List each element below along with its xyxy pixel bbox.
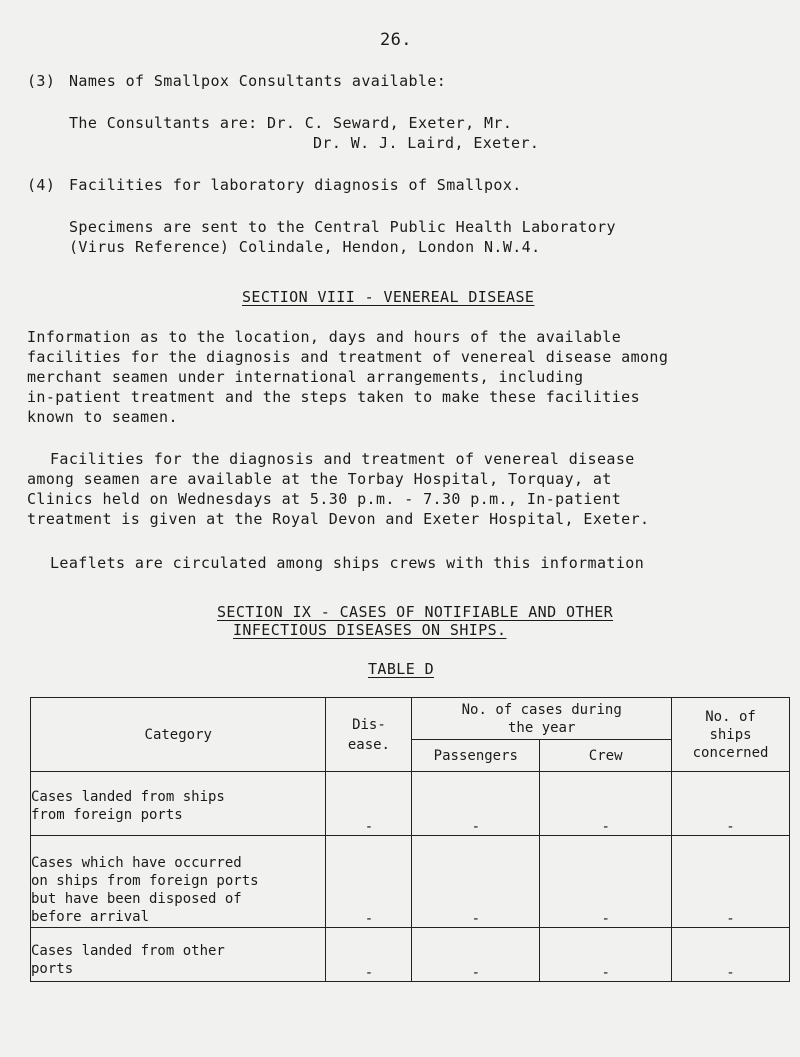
header-ships-concerned — [672, 698, 790, 772]
section8-para2-line4: treatment is given at the Royal Devon and Exeter Hospital, Exeter. — [27, 510, 650, 528]
header-passengers-label: Passengers — [433, 747, 518, 764]
sec4-heading: Facilities for laboratory diagnosis of Smallpox. — [69, 176, 522, 194]
row-disease: - — [326, 836, 412, 928]
table-d-title: TABLE D — [368, 660, 435, 678]
section8-para1-line2: facilities for the diagnosis and treatment of venereal disease among — [27, 348, 669, 366]
row-category — [31, 836, 326, 928]
sec4-line1: Specimens are sent to the Central Public Health Laboratory — [69, 218, 616, 236]
row-category-text: Cases which have occurred on ships from foreign ports but have been disposed of before arrival — [31, 855, 259, 925]
sec4-line2: (Virus Reference) Colindale, Hendon, London N.W.4. — [69, 238, 541, 256]
row-ships: - — [672, 836, 790, 928]
row-category-text: Cases landed from ships from foreign ports — [31, 789, 225, 823]
table-row — [31, 928, 790, 982]
table-row — [31, 836, 790, 928]
header-category-label: Category — [144, 726, 212, 743]
section8-para2-line3: Clinics held on Wednesdays at 5.30 p.m. - 7.30 p.m., In-patient — [27, 490, 622, 508]
section8-para3: Leaflets are circulated among ships crews with this information — [50, 554, 645, 572]
sec3-heading: Names of Smallpox Consultants available: — [69, 72, 447, 90]
row-ships: - — [672, 772, 790, 836]
header-disease — [326, 698, 412, 772]
section8-para1-line3: merchant seamen under international arrangements, including — [27, 368, 584, 386]
row-disease: - — [326, 772, 412, 836]
sec3-heading-num: (3) — [27, 72, 56, 90]
row-disease: - — [326, 928, 412, 982]
row-passengers: - — [412, 836, 540, 928]
row-crew: - — [540, 772, 672, 836]
table-d — [30, 697, 790, 982]
header-ships-concerned-label: No. of ships concerned — [692, 708, 769, 761]
row-passengers: - — [412, 772, 540, 836]
header-category — [31, 698, 326, 772]
section9-title-line1: SECTION IX - CASES OF NOTIFIABLE AND OTHER — [217, 603, 614, 621]
row-category-text: Cases landed from other ports — [31, 943, 225, 977]
sec4-heading-num: (4) — [27, 176, 56, 194]
section8-para1-line1: Information as to the location, days and hours of the available — [27, 328, 622, 346]
section8-title: SECTION VIII - VENEREAL DISEASE — [242, 288, 535, 306]
header-crew-label: Crew — [588, 747, 623, 764]
section8-para1-line4: in-patient treatment and the steps taken to make these facilities — [27, 388, 640, 406]
section9-title-line2: INFECTIOUS DISEASES ON SHIPS. — [233, 621, 507, 639]
row-crew: - — [540, 928, 672, 982]
section8-para2-line2: among seamen are available at the Torbay Hospital, Torquay, at — [27, 470, 612, 488]
row-category — [31, 928, 326, 982]
row-ships: - — [672, 928, 790, 982]
header-crew — [540, 740, 672, 772]
sec3-line1: The Consultants are: Dr. C. Seward, Exeter, Mr. — [69, 114, 513, 132]
table-row — [31, 772, 790, 836]
header-disease-label: Dis- ease. — [347, 716, 390, 753]
header-passengers — [412, 740, 540, 772]
row-passengers: - — [412, 928, 540, 982]
row-category — [31, 772, 326, 836]
page-number: 26. — [380, 30, 412, 50]
section8-para1-line5: known to seamen. — [27, 408, 178, 426]
sec3-line2: Dr. W. J. Laird, Exeter. — [313, 134, 540, 152]
header-cases-during-year-label: No. of cases during the year — [461, 701, 622, 736]
section8-para2-line1: Facilities for the diagnosis and treatment of venereal disease — [50, 450, 635, 468]
row-crew: - — [540, 836, 672, 928]
header-cases-during-year — [412, 698, 672, 740]
